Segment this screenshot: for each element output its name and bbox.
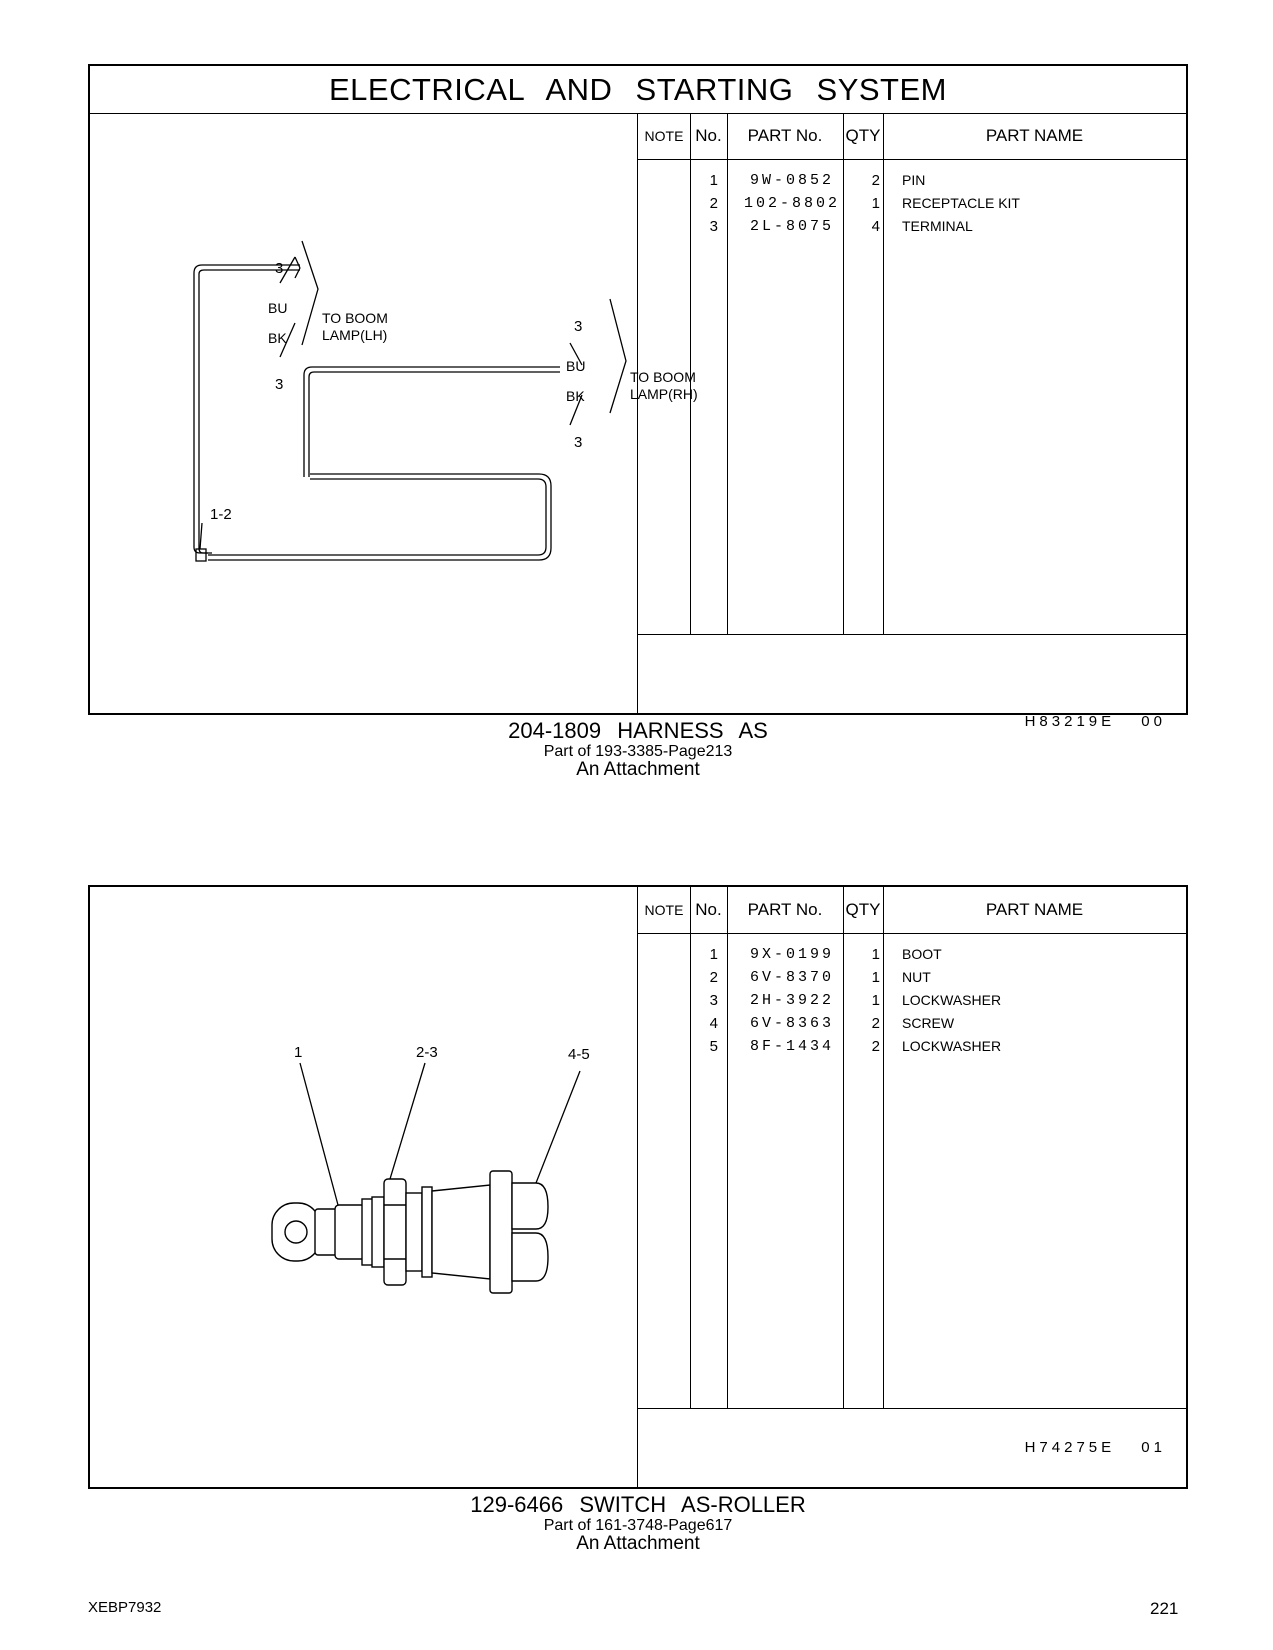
label-3-top-left: 3 (275, 260, 284, 277)
part-name: TERMINAL (902, 218, 973, 234)
label-bk-left: BK (268, 330, 287, 346)
label-bk-right: BK (566, 388, 585, 404)
label-3-bottom-left: 3 (275, 376, 284, 393)
table-row (638, 192, 1186, 215)
part-number: 8F-1434 (749, 1038, 834, 1055)
header-note: NOTE (644, 128, 684, 144)
header-part-no: PART No. (747, 126, 823, 145)
part-name: LOCKWASHER (902, 1038, 1002, 1054)
switch-figure (90, 887, 640, 1487)
quantity: 1 (871, 946, 880, 963)
part-number: 9X-0199 (749, 946, 834, 963)
label-to-boom-lh-2: LAMP(LH) (322, 327, 388, 343)
caption-attachment: An Attachment (576, 759, 700, 780)
part-number: 2H-3922 (749, 992, 834, 1009)
table-row (638, 1012, 1186, 1035)
part-name: LOCKWASHER (902, 992, 1002, 1008)
label-bu-right: BU (566, 358, 586, 374)
callout-4-5: 4-5 (568, 1046, 590, 1063)
page-number: 221 (1150, 1599, 1179, 1618)
label-3-bottom-right: 3 (574, 434, 583, 451)
part-number: 2L-8075 (749, 218, 834, 235)
quantity: 1 (871, 992, 880, 1009)
part-name: NUT (902, 969, 931, 985)
table-row (638, 215, 1186, 238)
doc-id: XEBP7932 (88, 1599, 162, 1616)
drawing-code: H74275E 01 (1024, 1439, 1166, 1456)
header-part-name: PART NAME (985, 900, 1084, 919)
part-number: 9W-0852 (749, 172, 834, 189)
table-row (638, 966, 1186, 989)
quantity: 2 (871, 172, 880, 189)
caption-title: 204-1809 HARNESS AS (508, 718, 768, 743)
part-number: 6V-8363 (749, 1015, 834, 1032)
header-no: No. (695, 126, 722, 145)
label-bu-left: BU (268, 300, 288, 316)
parts-panel-switch (88, 885, 1188, 1489)
parts-panel-harness (88, 64, 1188, 730)
caption-sub: Part of 193-3385-Page213 (543, 743, 733, 760)
item-number: 4 (709, 1015, 718, 1032)
header-qty: QTY (845, 900, 881, 919)
part-name: SCREW (902, 1015, 955, 1031)
parts-table-switch (637, 887, 1186, 1487)
item-number: 3 (709, 992, 718, 1009)
part-number: 6V-8370 (749, 969, 834, 986)
caption-switch (88, 1492, 1188, 1553)
label-3-top-right: 3 (574, 318, 583, 335)
switch-drawing (90, 887, 640, 1487)
label-1-2: 1-2 (210, 506, 232, 523)
quantity: 2 (871, 1038, 880, 1055)
quantity: 1 (871, 195, 880, 212)
parts-table-harness (637, 113, 1186, 730)
section-title: ELECTRICAL AND STARTING SYSTEM (90, 66, 1186, 114)
label-to-boom-lh-1: TO BOOM (322, 310, 388, 326)
header-qty: QTY (845, 126, 881, 145)
part-name: PIN (902, 172, 926, 188)
item-number: 2 (709, 969, 718, 986)
item-number: 1 (709, 172, 718, 189)
table-row (638, 943, 1186, 966)
item-number: 2 (709, 195, 718, 212)
part-number: 102-8802 (743, 195, 840, 212)
table-row (638, 1035, 1186, 1058)
table-row (638, 989, 1186, 1012)
header-no: No. (695, 900, 722, 919)
caption-title: 129-6466 SWITCH AS-ROLLER (470, 1492, 806, 1517)
label-to-boom-rh-1: TO BOOM (630, 369, 696, 385)
label-to-boom-rh-2: LAMP(RH) (630, 386, 698, 402)
item-number: 1 (709, 946, 718, 963)
item-number: 3 (709, 218, 718, 235)
quantity: 2 (871, 1015, 880, 1032)
quantity: 4 (871, 218, 880, 235)
header-note: NOTE (644, 902, 684, 918)
table-header (638, 113, 1186, 160)
caption-attachment: An Attachment (576, 1533, 700, 1554)
callout-1: 1 (294, 1044, 303, 1061)
drawing-code: H83219E 00 (1024, 713, 1166, 730)
part-name: RECEPTACLE KIT (902, 195, 1020, 211)
table-row (638, 169, 1186, 192)
callout-2-3: 2-3 (416, 1044, 438, 1061)
quantity: 1 (871, 969, 880, 986)
header-part-no: PART No. (747, 900, 823, 919)
header-part-name: PART NAME (985, 126, 1084, 145)
table-header (638, 887, 1186, 934)
caption-sub: Part of 161-3748-Page617 (543, 1517, 733, 1534)
item-number: 5 (709, 1038, 718, 1055)
caption-harness (88, 718, 1188, 779)
part-name: BOOT (902, 946, 942, 962)
